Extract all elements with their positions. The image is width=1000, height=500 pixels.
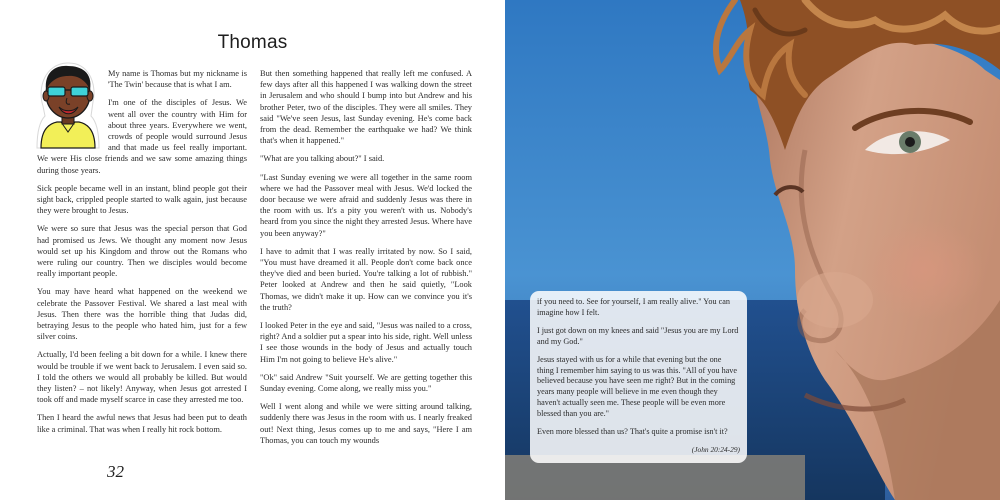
left-paragraph-7: Then I heard the awful news that Jesus had been put to death like a criminal. That was when I really hit rock bottom. bbox=[37, 413, 247, 434]
right-paragraph-5: I looked Peter in the eye and said, "Jesus was nailed to a cross, right? And a soldier put a spear into his side, right. Well unless I see those wounds in the body of Jesus and actually touch Him I'm not going to believe He's alive." bbox=[260, 321, 472, 364]
left-paragraph-3: Sick people became well in an instant, blind people got their sight back, crippled people started to walk again, just because they were brought to Jesus. bbox=[37, 183, 247, 216]
cartoon-boy-with-sunglasses-icon bbox=[31, 58, 104, 150]
left-paragraph-6: Actually, I'd been feeling a bit down for a while. I knew there would be trouble if we went back to Jerusalem. I even said so. I told the others we would all probably be killed. But would they listen? – not likely! Anyway, when Jesus got arrested I took off and made myself scarce in case they arrested me too. bbox=[37, 350, 247, 405]
caption-paragraph-1: if you need to. See for yourself, I am really alive." You can imagine how I felt. bbox=[537, 297, 730, 317]
page-title: Thomas bbox=[217, 32, 288, 53]
scripture-reference: (John 20:24-29) bbox=[691, 444, 740, 454]
page-number: 32 bbox=[107, 462, 124, 481]
right-paragraph-6: "Ok" said Andrew "Suit yourself. We are getting together this Sunday evening. Come along, we really miss you." bbox=[260, 372, 472, 394]
caption-paragraph-4: Even more blessed than us? That's quite a promise isn't it? bbox=[537, 427, 728, 437]
right-paragraph-3: "Last Sunday evening we were all together in the same room where we had the Passover meal with Jesus. We'd locked the door because we were afraid and suddenly Jesus was there in the room with us. It's a pity you weren't with us. Nobody's heard from you since the night they arrested Jesus. Where have you been anyway?" bbox=[260, 172, 472, 238]
caption-paragraph-3: Jesus stayed with us for a while that evening but the one thing I remember him saying to us was this. "All of you have believed because you have seen me right? But in the coming years many people will believe in me even though they haven't actually seen me. These people will be even more blessed than you are." bbox=[537, 354, 738, 419]
left-paragraph-5: You may have heard what happened on the weekend we celebrate the Passover Festival. We shared a last meal with Jesus. Then there was the horrible thing that Judas did, betraying Jesus to the people who hated him, just for a few silver coins. bbox=[37, 287, 247, 342]
right-paragraph-7: Well I went along and while we were sitting around talking, suddenly there was Jesus in the room with us. I nearly freaked out! Next thing, Jesus comes up to me and says, "Here I am Thomas, you can touch my wounds bbox=[260, 402, 472, 445]
text-column-left bbox=[37, 68, 247, 442]
text-column-right bbox=[260, 68, 472, 453]
right-paragraph-4: I have to admit that I was really irritated by now. So I said, "You must have dreamed it all. People don't come back once they've died and been buried. You're talking a lot of rubbish." Peter looked at Andrew and then he said quietly, "Look Thomas, we didn't make it up. How can we convince you it's the truth? bbox=[260, 246, 472, 312]
right-paragraph-2: "What are you talking about?" I said. bbox=[260, 154, 385, 164]
caption-panel bbox=[530, 291, 747, 463]
caption-paragraph-2: I just got down on my knees and said "Jesus you are my Lord and my God." bbox=[537, 325, 739, 346]
right-paragraph-1: But then something happened that really left me confused. A few days after all this happened I was walking down the street in Jerusalem and who should I bump into but Andrew and his brother Peter, two of the disciples. They were all smiles. They said "We've seen Jesus, last Sunday evening. He's come back from the dead. Remember the earthquake we had? We think that's when it happened." bbox=[260, 69, 472, 146]
left-paragraph-4: We were so sure that Jesus was the special person that God had promised us Jews. We thought any moment now Jesus would set up his Kingdom and throw out the Romans who were ruling our country. Then we disciples would become really important people. bbox=[37, 224, 247, 279]
left-paragraph-2: I'm one of the disciples of Jesus. We went all over the country with Him for about three years. Everywhere we went, crowds of people would surround Jesus and that made us feel really important. We were His close friends and we saw some amazing things during those years. bbox=[37, 98, 247, 175]
left-paragraph-1: My name is Thomas but my nickname is 'The Twin' because that is what I am. bbox=[108, 69, 247, 90]
